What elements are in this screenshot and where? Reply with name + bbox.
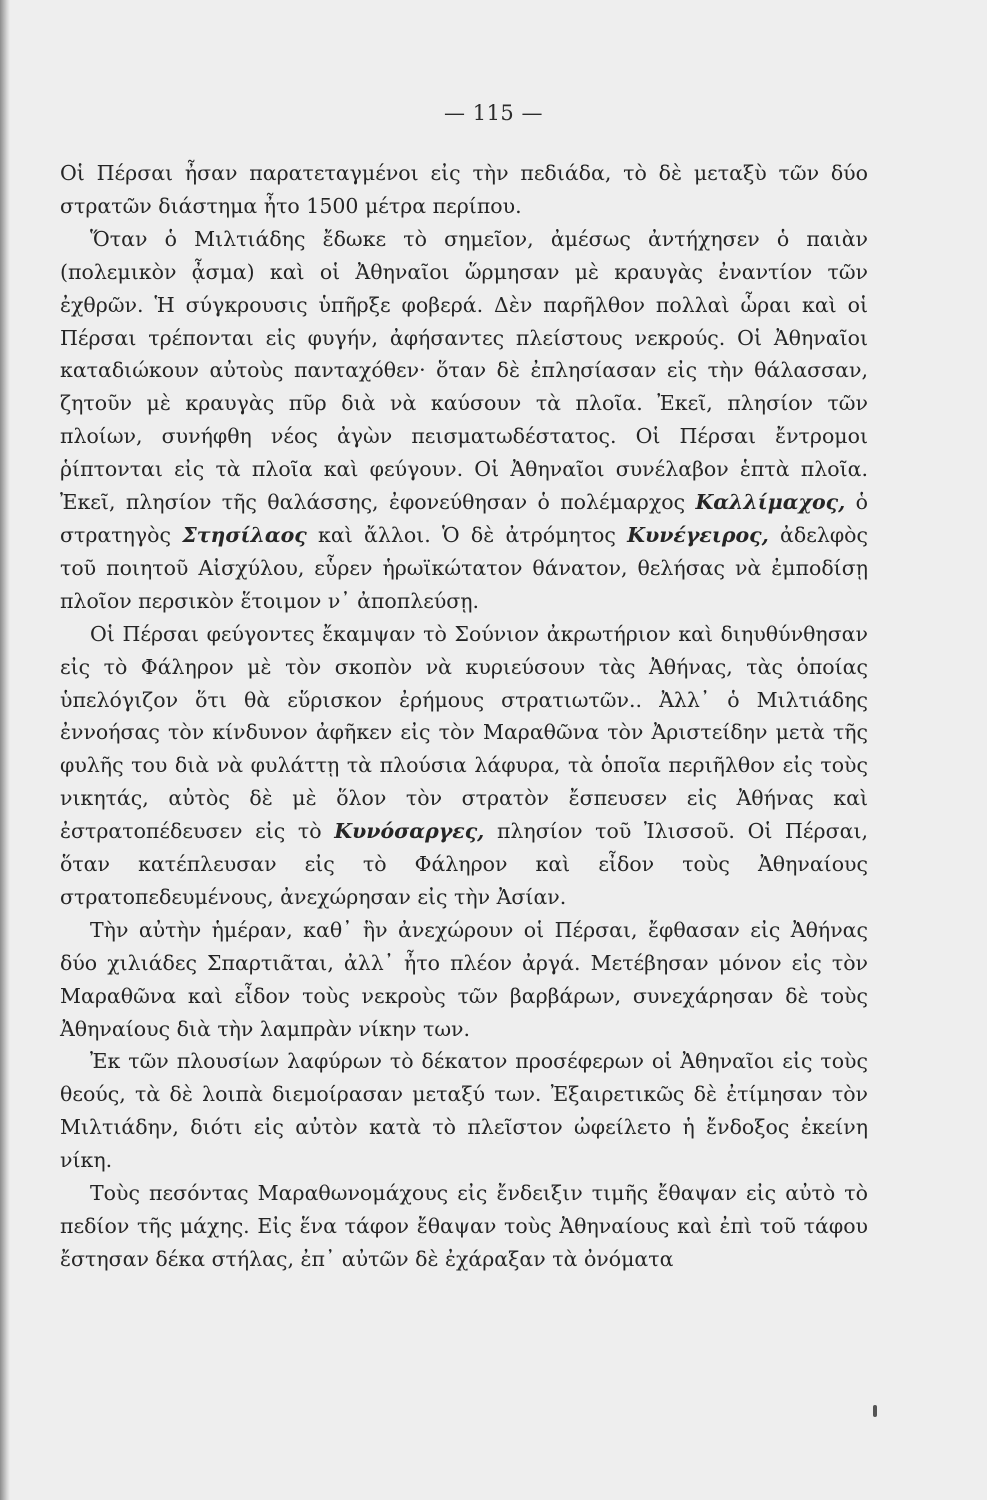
bold-name: Κυνόσαργες, (334, 819, 485, 844)
text-segment: πλησίον τοῦ Ἰλισσοῦ. Οἱ Πέρσαι, ὅταν κατέπλευσαν εἰς τὸ Φάληρον καὶ εἶδον τοὺς Ἀθηναίους στρατοπεδευμένους, ἀνεχώρησαν εἰς τὴν Ἀσίαν. (60, 819, 868, 909)
bold-name: Στησίλαος (182, 522, 307, 547)
bold-name: Καλλίμαχος, (695, 490, 846, 515)
paragraph (60, 1045, 868, 1177)
paragraph (60, 1177, 868, 1276)
paragraph (60, 223, 868, 618)
text-segment: Ὅταν ὁ Μιλτιάδης ἔδωκε τὸ σημεῖον, ἀμέσως ἀντήχησεν ὁ παιὰν (πολεμικὸν ᾆσμα) καὶ οἱ Ἀθηναῖοι ὥρμησαν μὲ κραυγὰς ἐναντίον τῶν ἐχθρῶν. Ἡ σύγκρουσις ὑπῆρξε φοβερά. Δὲν παρῆλθον πολλαὶ ὧραι καὶ οἱ Πέρσαι τρέπονται εἰς φυγήν, ἀφήσαντες πλείστους νεκρούς. Οἱ Ἀθηναῖοι καταδιώκουν αὐτοὺς πανταχόθεν· ὅταν δὲ ἐπλησίασαν εἰς τὴν θάλασσαν, ζητοῦν μὲ κραυγὰς πῦρ διὰ νὰ καύσουν τὰ πλοῖα. Ἐκεῖ, πλησίον τῶν πλοίων, συνήφθη νέος ἀγὼν πεισματωδέστατος. Οἱ Πέρσαι ἔντρομοι ῥίπτονται εἰς τὰ πλοῖα καὶ φεύγουν. Οἱ Ἀθηναῖοι συνέλαβον ἑπτὰ πλοῖα. Ἐκεῖ, πλησίον τῆς θαλάσσης, ἐφονεύθησαν ὁ πολέμαρχος (60, 226, 868, 515)
text-segment: ὁ στρατηγὸς (60, 490, 868, 547)
paragraph (60, 157, 868, 223)
ink-speck (873, 1405, 877, 1417)
paragraph (60, 914, 868, 1046)
page-binding-edge (0, 0, 10, 1500)
text-segment: Οἱ Πέρσαι ἦσαν παρατεταγμένοι εἰς τὴν πεδιάδα, τὸ δὲ μεταξὺ τῶν δύο στρατῶν διάστημα ἦτο 1500 μέτρα περίπου. (60, 161, 868, 218)
text-segment: Τοὺς πεσόντας Μαραθωνομάχους εἰς ἔνδειξιν τιμῆς ἔθαψαν εἰς αὐτὸ τὸ πεδίον τῆς μάχης. Εἰς ἕνα τάφον ἔθαψαν τοὺς Ἀθηναίους καὶ ἐπὶ τοῦ τάφου ἔστησαν δέκα στήλας, ἐπ᾽ αὐτῶν δὲ ἐχάραξαν τὰ ὀνόματα (60, 1181, 868, 1271)
text-segment: καὶ ἄλλοι. Ὁ δὲ ἀτρόμητος (306, 522, 628, 547)
bold-name: Κυνέγειρος, (627, 522, 769, 547)
text-segment: ἀδελφὸς τοῦ ποιητοῦ Αἰσχύλου, εὗρεν ἡρωϊκώτατον θάνατον, θελήσας νὰ ἐμποδίσῃ πλοῖον περσικὸν ἕτοιμον ν᾽ ἀποπλεύσῃ. (60, 522, 869, 613)
body-text (60, 157, 868, 1276)
text-segment: Οἱ Πέρσαι φεύγοντες ἔκαμψαν τὸ Σούνιον ἀκρωτήριον καὶ διηυθύνθησαν εἰς τὸ Φάληρον μὲ τὸν σκοπὸν νὰ κυριεύσουν τὰς Ἀθήνας, τὰς ὁποίας ὑπελόγιζον ὅτι θὰ εὕρισκον ἐρήμους στρατιωτῶν.. Ἀλλ᾽ ὁ Μιλτιάδης ἐννοήσας τὸν κίνδυνον ἀφῆκεν εἰς τὸν Μαραθῶνα τὸν Ἀριστείδην μετὰ τῆς φυλῆς του διὰ νὰ φυλάττῃ τὰ πλούσια λάφυρα, τὰ ὁποῖα περιῆλθον εἰς τοὺς νικητάς, αὐτὸς δὲ μὲ ὅλον τὸν στρατὸν ἔσπευσεν εἰς Ἀθήνας καὶ ἐστρατοπέδευσεν εἰς τὸ (60, 621, 868, 844)
text-segment: Ἐκ τῶν πλουσίων λαφύρων τὸ δέκατον προσέφερων οἱ Ἀθηναῖοι εἰς τοὺς θεούς, τὰ δὲ λοιπὰ διεμοίρασαν μεταξύ των. Ἐξαιρετικῶς δὲ ἐτίμησαν τὸν Μιλτιάδην, διότι εἰς αὐτὸν κατὰ τὸ πλεῖστον ὠφείλετο ἡ ἔνδοξος ἐκείνη νίκη. (60, 1049, 868, 1173)
text-segment: Τὴν αὐτὴν ἡμέραν, καθ᾽ ἣν ἀνεχώρουν οἱ Πέρσαι, ἔφθασαν εἰς Ἀθήνας δύο χιλιάδες Σπαρτιᾶται, ἀλλ᾽ ἦτο πλέον ἀργά. Μετέβησαν μόνον εἰς τὸν Μαραθῶνα καὶ εἶδον τοὺς νεκροὺς τῶν βαρβάρων, συνεχάρησαν δὲ τοὺς Ἀθηναίους διὰ τὴν λαμπρὰν νίκην των. (60, 917, 868, 1041)
page-number: — 115 — (444, 101, 543, 125)
paragraph (60, 618, 868, 914)
